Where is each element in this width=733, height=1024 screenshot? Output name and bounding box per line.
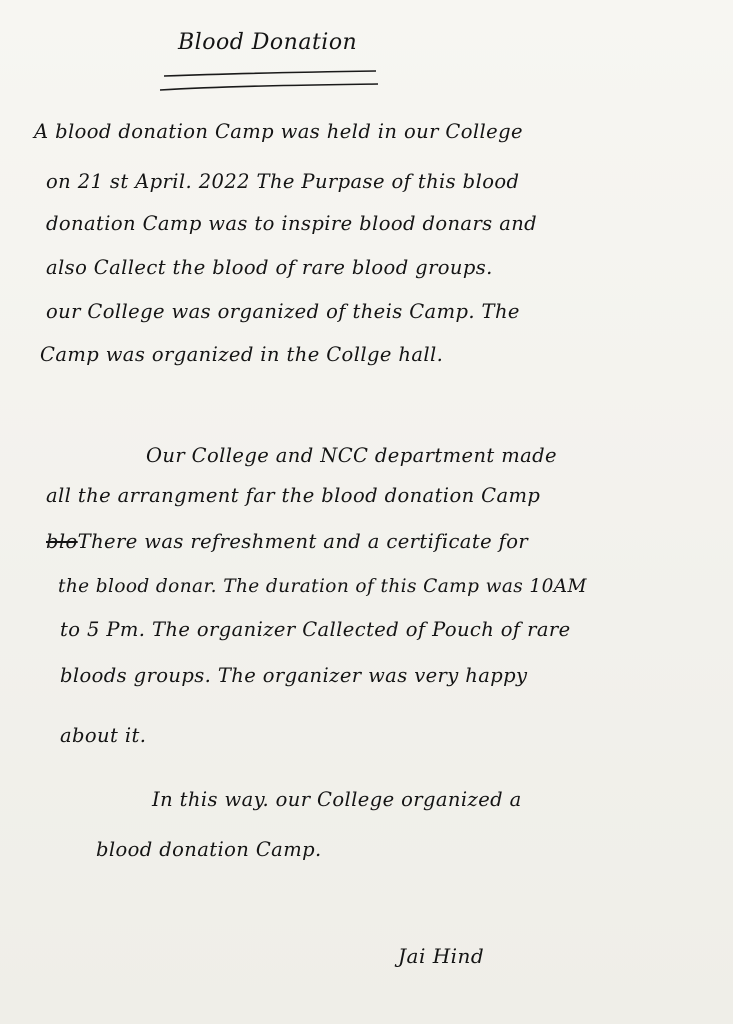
paragraph-line: donation Camp was to inspire blood donars and xyxy=(46,212,538,235)
paragraph-line: blood donation Camp. xyxy=(96,838,322,861)
paragraph-line: to 5 Pm. The organizer Callected of Pouch of rare xyxy=(60,618,571,641)
paragraph-line: Our College and NCC department made xyxy=(146,444,557,467)
signoff: Jai Hind xyxy=(398,944,485,968)
paragraph-line xyxy=(46,532,528,552)
paragraph-line: about it. xyxy=(60,724,147,747)
paragraph-line: on 21 st April. 2022 The Purpase of this blood xyxy=(46,170,520,193)
paragraph-line: also Callect the blood of rare blood groups. xyxy=(46,256,493,279)
paragraph-line: In this way. our College organized a xyxy=(152,788,522,811)
paragraph-line: all the arrangment far the blood donation Camp xyxy=(46,484,541,507)
page-title: Blood Donation xyxy=(178,30,358,55)
title-underline xyxy=(158,68,380,96)
paragraph-line: Camp was organized in the Collge hall. xyxy=(40,343,444,366)
struck-word: blo xyxy=(46,530,78,553)
paragraph-line: the blood donar. The duration of this Camp was 10AM xyxy=(58,576,587,597)
paragraph-line: our College was organized of theis Camp. The xyxy=(46,300,520,323)
paragraph-line: A blood donation Camp was held in our College xyxy=(34,120,523,143)
paragraph-line: bloods groups. The organizer was very happy xyxy=(60,664,528,687)
paragraph-line-text: There was refreshment and a certificate for xyxy=(77,530,529,553)
